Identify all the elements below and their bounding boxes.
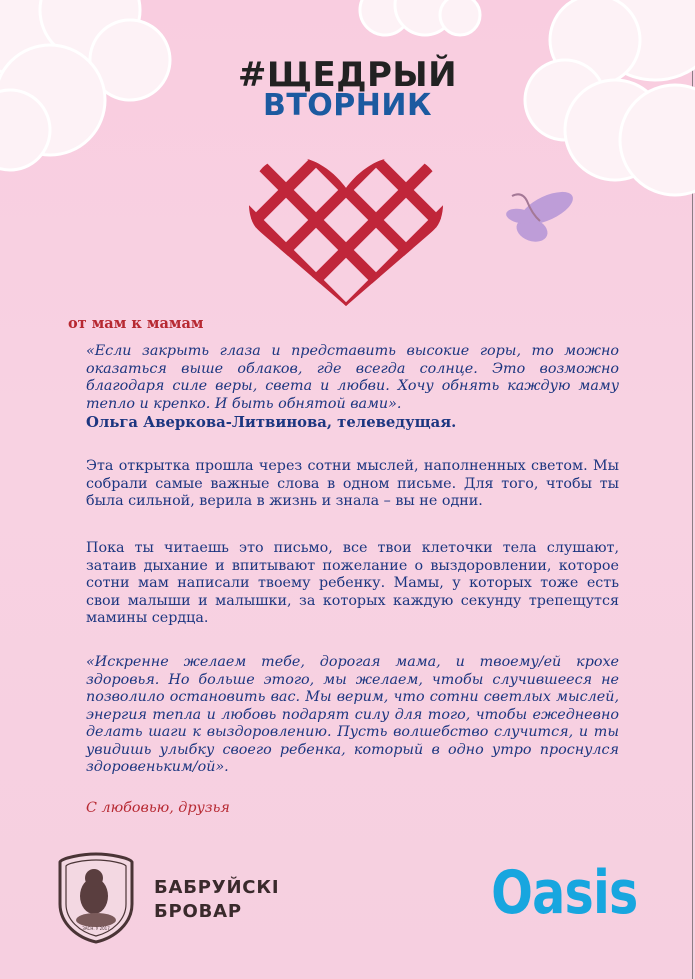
beaver-seal-logo [58, 852, 134, 944]
page-title: #ЩЕДРЫЙ [237, 55, 458, 95]
cloud-icon [355, 0, 485, 50]
brewery-logo-text [154, 876, 279, 924]
heart-logo [248, 152, 444, 308]
body-paragraph: Эта открытка прошла через сотни мыслей, наполненных светом. Мы собрали самые важные слова в одном письме. Для того, чтобы ты была сильной, верила в жизнь и знала – вы не одни. [86, 458, 619, 509]
brewery-name-line2: БРОВАР [154, 901, 242, 922]
page-title-second-line: ВТОРНИК [262, 88, 433, 123]
brewery-name-line1: БАБРУЙСКІ [154, 877, 280, 898]
butterfly-icon [492, 186, 582, 252]
signoff: С любовью, друзья [86, 800, 230, 816]
quote-author: Ольга Аверкова-Литвинова, телеведущая. [86, 414, 457, 431]
body-paragraph: Пока ты читаешь это письмо, все твои клеточки тела слушают, затаив дыхание и впитывают пожелание о выздоровлении, которое сотни мам написали твоему ребенку. Мамы, у которых тоже есть свои малыши и малышки, за которых каждую секунду трепещутся мамины сердца. [86, 540, 619, 626]
opening-quote: «Если закрыть глаза и представить высокие горы, то можно оказаться выше облаков, где всегда солнце. Это возможно благодаря силе веры, света и любви. Хочу обнять каждую маму тепло и крепко. И быть обнятой вами». [86, 343, 619, 412]
letter-subtitle: от мам к мамам [68, 315, 204, 332]
seal-year: ЗАСН. У 2017 [82, 926, 110, 931]
closing-quote: «Искренне желаем тебе, дорогая мама, и твоему/ей крохе здоровья. Но больше этого, мы желаем, чтобы случившееся не позволило остановить вас. Мы верим, что сотни светлых мыслей, энергия тепла и любовь подарят силу для того, чтобы ежедневно делать шаги к выздоровлению. Пусть волшебство случится, и ты увидишь улыбку своего ребенка, который в одно утро проснулся здоровеньким/ой». [86, 654, 619, 775]
oasis-logo: Oasis [490, 858, 637, 928]
